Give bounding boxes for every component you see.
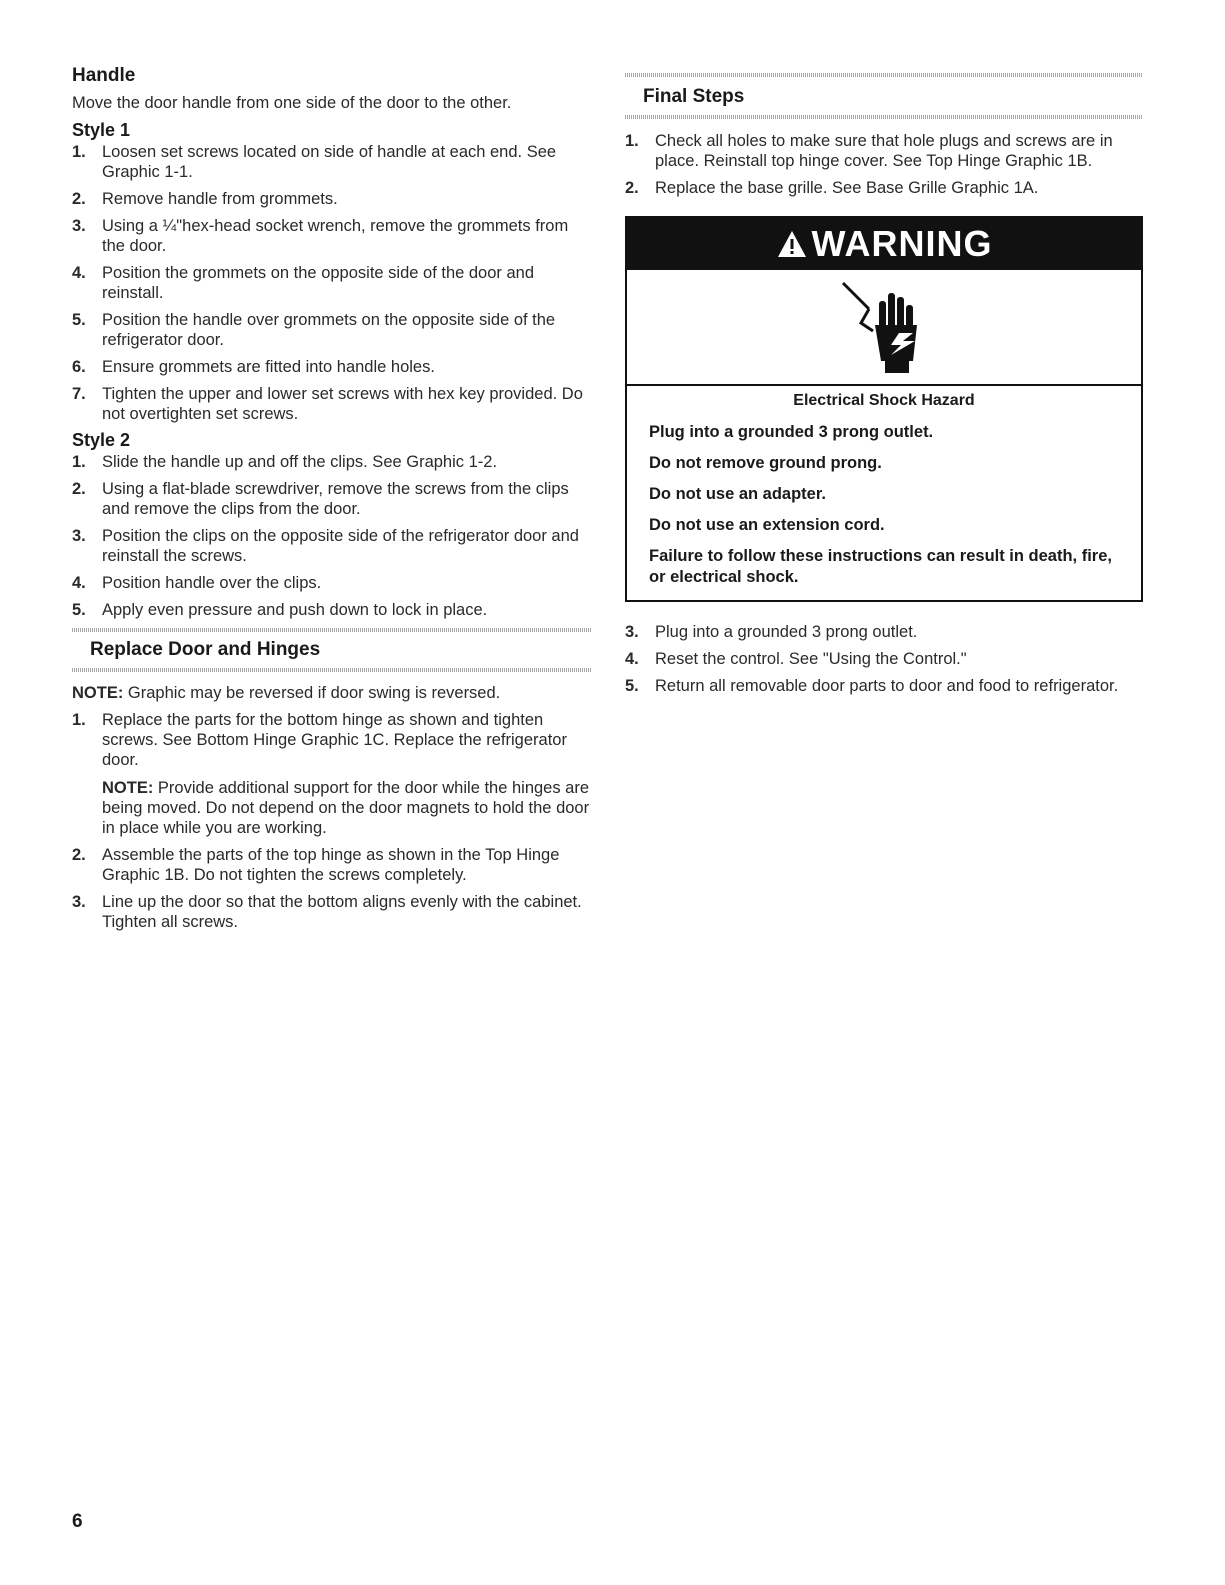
step-number: 3.	[72, 217, 86, 235]
step-number: 7.	[72, 385, 86, 403]
hazard-title: Electrical Shock Hazard	[793, 392, 975, 409]
step-text: Using a flat-blade screwdriver, remove the screws from the clips and remove the clips from the door.	[102, 480, 569, 518]
warning-text	[627, 386, 1141, 600]
replace-heading: Replace Door and Hinges	[90, 639, 321, 660]
list-item	[625, 178, 1143, 198]
step-number: 2.	[72, 190, 86, 208]
step-number: 2.	[72, 480, 86, 498]
step-text: Tighten the upper and lower set screws with hex key provided. Do not overtighten set screws.	[102, 385, 583, 423]
step-number: 3.	[625, 623, 639, 641]
step-text: Line up the door so that the bottom aligns evenly with the cabinet. Tighten all screws.	[102, 893, 582, 931]
warning-line: Do not use an adapter.	[649, 485, 826, 503]
section-divider-top	[72, 628, 592, 632]
step-text: Replace the parts for the bottom hinge as shown and tighten screws. See Bottom Hinge Graphic 1C. Replace the refrigerator door.	[102, 711, 567, 769]
step-text: Reset the control. See "Using the Control."	[655, 650, 967, 668]
warning-line: Do not remove ground prong.	[649, 454, 882, 472]
final-steps-a	[625, 131, 1143, 198]
step-text: Check all holes to make sure that hole plugs and screws are in place. Reinstall top hinge cover. See Top Hinge Graphic 1B.	[655, 132, 1113, 170]
final-heading: Final Steps	[643, 86, 745, 107]
style2-heading: Style 2	[72, 430, 131, 450]
list-item	[625, 649, 1143, 669]
list-item	[625, 131, 1143, 171]
list-item	[72, 892, 592, 932]
step-text: Replace the base grille. See Base Grille Graphic 1A.	[655, 179, 1039, 197]
note-label: NOTE:	[72, 684, 124, 702]
replace-steps	[72, 710, 592, 932]
right-column	[625, 73, 1143, 703]
list-item	[72, 263, 592, 303]
step-text: Remove handle from grommets.	[102, 190, 338, 208]
step-text: Position the handle over grommets on the opposite side of the refrigerator door.	[102, 311, 556, 349]
step-number: 1.	[72, 711, 86, 729]
step-number: 1.	[72, 143, 86, 161]
note-label: NOTE:	[102, 779, 154, 797]
step-number: 4.	[72, 574, 86, 592]
electric-shock-hand-icon	[839, 279, 929, 375]
alert-triangle-icon	[776, 229, 808, 259]
list-item	[625, 622, 1143, 642]
style1-steps	[72, 142, 592, 424]
list-item	[72, 357, 592, 377]
section-divider-bottom	[625, 115, 1143, 119]
style2-steps	[72, 452, 592, 620]
step-text: Using a ¼"hex-head socket wrench, remove the grommets from the door.	[102, 217, 569, 255]
list-item	[72, 479, 592, 519]
step-text: Return all removable door parts to door and food to refrigerator.	[655, 677, 1119, 695]
page-number: 6	[72, 1511, 83, 1532]
step-number: 5.	[72, 601, 86, 619]
warning-line: Failure to follow these instructions can result in death, fire, or electrical shock.	[649, 547, 1112, 586]
warning-line: Do not use an extension cord.	[649, 516, 885, 534]
left-column	[72, 64, 592, 939]
step-number: 5.	[625, 677, 639, 695]
list-item	[72, 452, 592, 472]
list-item	[72, 310, 592, 350]
step-number: 2.	[72, 846, 86, 864]
section-divider-bottom	[72, 668, 592, 672]
step-number: 6.	[72, 358, 86, 376]
replace-note	[72, 682, 592, 704]
step-text: Loosen set screws located on side of handle at each end. See Graphic 1-1.	[102, 143, 557, 181]
step-number: 1.	[72, 453, 86, 471]
step-text: Ensure grommets are fitted into handle holes.	[102, 358, 435, 376]
step-number: 3.	[72, 527, 86, 545]
step-number: 5.	[72, 311, 86, 329]
step-note	[102, 778, 592, 838]
list-item	[72, 710, 592, 838]
handle-heading: Handle	[72, 65, 136, 86]
list-item	[72, 600, 592, 620]
warning-line: Plug into a grounded 3 prong outlet.	[649, 423, 934, 441]
note-text: Provide additional support for the door while the hinges are being moved. Do not depend on the door magnets to hold the door in place while you are working.	[102, 779, 590, 837]
step-number: 2.	[625, 179, 639, 197]
warning-graphic	[627, 270, 1141, 386]
list-item	[72, 189, 592, 209]
list-item	[72, 845, 592, 885]
note-text: Graphic may be reversed if door swing is reversed.	[123, 684, 501, 702]
style1-heading: Style 1	[72, 120, 131, 140]
step-number: 1.	[625, 132, 639, 150]
list-item	[72, 573, 592, 593]
step-number: 4.	[72, 264, 86, 282]
step-text: Assemble the parts of the top hinge as shown in the Top Hinge Graphic 1B. Do not tighten the screws completely.	[102, 846, 560, 884]
warning-box	[625, 216, 1143, 602]
handle-intro: Move the door handle from one side of the door to the other.	[72, 94, 512, 112]
final-steps-b	[625, 622, 1143, 696]
step-text: Position the grommets on the opposite side of the door and reinstall.	[102, 264, 535, 302]
step-text: Apply even pressure and push down to lock in place.	[102, 601, 488, 619]
section-divider-top	[625, 73, 1143, 77]
warning-title: WARNING	[811, 223, 993, 264]
list-item	[72, 142, 592, 182]
list-item	[72, 384, 592, 424]
list-item	[625, 676, 1143, 696]
step-text: Slide the handle up and off the clips. See Graphic 1-2.	[102, 453, 498, 471]
step-text: Position the clips on the opposite side of the refrigerator door and reinstall the screws.	[102, 527, 579, 565]
step-number: 3.	[72, 893, 86, 911]
step-text: Position handle over the clips.	[102, 574, 322, 592]
step-number: 4.	[625, 650, 639, 668]
step-text: Plug into a grounded 3 prong outlet.	[655, 623, 918, 641]
list-item	[72, 526, 592, 566]
list-item	[72, 216, 592, 256]
warning-header	[627, 218, 1141, 270]
